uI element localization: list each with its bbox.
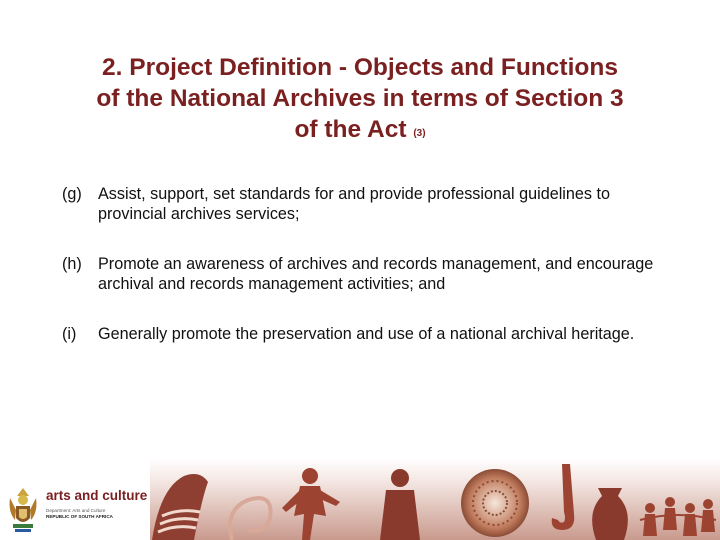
title-reference-number: (3) xyxy=(413,128,426,139)
title-line-2: of the National Archives in terms of Section 3 xyxy=(96,85,624,112)
logo-department-text: Department: Arts and Culture xyxy=(46,508,106,513)
title-line-1: 2. Project Definition - Objects and Functions xyxy=(102,54,618,81)
list-item-marker: (i) xyxy=(62,325,77,343)
footer-banner xyxy=(0,458,720,540)
list-item xyxy=(62,254,662,294)
footer-image-strip xyxy=(150,458,720,540)
list-item-text: Promote an awareness of archives and records management, and encourage archival and records management activities; and xyxy=(98,255,654,293)
list-item xyxy=(62,324,662,344)
list-item-marker: (h) xyxy=(62,255,82,273)
logo-brand-text: arts and culture xyxy=(46,488,148,503)
list-item xyxy=(62,184,662,224)
list-item-text: Generally promote the preservation and use of a national archival heritage. xyxy=(98,325,635,343)
objects-functions-list xyxy=(62,184,662,344)
list-item-marker: (g) xyxy=(62,185,82,203)
beaded-disc-icon xyxy=(461,469,529,537)
logo-subtext xyxy=(46,508,146,519)
title-line-3-text: of the Act xyxy=(294,116,407,143)
coat-of-arms-icon xyxy=(6,486,40,534)
logo-country-text: REPUBLIC OF SOUTH AFRICA xyxy=(46,513,113,519)
title-line-3 xyxy=(40,114,680,149)
list-item-text: Assist, support, set standards for and provide professional guidelines to provincial archives services; xyxy=(98,185,610,223)
department-logo xyxy=(0,458,150,540)
slide-title xyxy=(40,52,680,149)
